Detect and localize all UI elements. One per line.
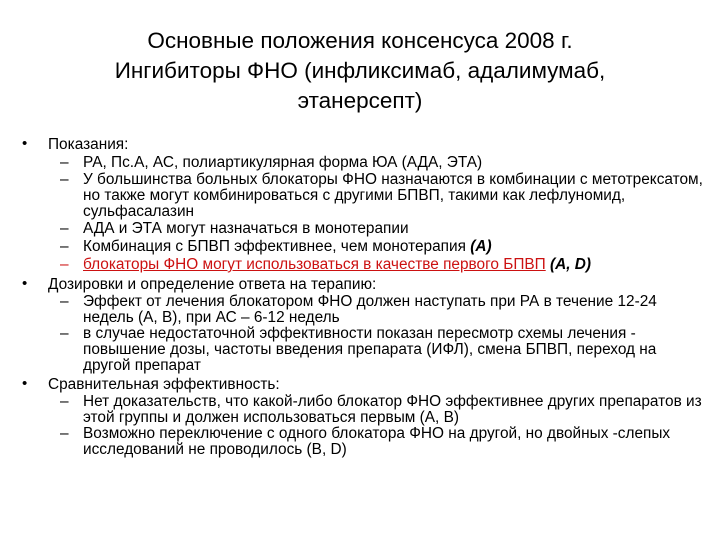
heading-colon: : [275,376,280,393]
dash-marker: – [60,171,69,188]
bullet-marker: • [22,375,28,392]
list-item-comparative-2 [18,426,708,458]
title-line-3: этанерсепт) [297,88,423,113]
item-text: Комбинация с БПВП эффективнее, чем монотерапия [83,238,471,255]
list-item-dosing-2 [18,326,708,374]
section-dosing [18,276,708,294]
dash-marker: – [60,220,69,237]
evidence-level: (A, D) [550,256,592,273]
item-text: Нет доказательств, что какой-либо блокатор ФНО эффективнее других препаратов из этой группы и должен использоваться первым (А, В) [83,393,702,426]
dash-marker: – [60,256,69,273]
section-heading-dosing [48,276,708,294]
title-line-1: Основные положения консенсуса 2008 г. [147,28,573,53]
section-comparative [18,376,708,394]
item-text: РА, Пс.А, АС, полиартикулярная форма ЮА (АДА, ЭТА) [83,154,483,171]
list-item-indications-2 [18,172,708,220]
dash-marker: – [60,425,69,442]
slide-title [60,26,660,116]
dash-marker: – [60,293,69,310]
item-text: Эффект от лечения блокатором ФНО должен наступать при РА в течение 12-24 недель (А, В), при АС – 6-12 недель [83,293,657,326]
bullet-marker: • [22,135,28,152]
list-item-indications-3 [18,220,708,238]
item-text: АДА и ЭТА могут назначаться в монотерапии [83,220,409,237]
dash-marker: – [60,238,69,255]
item-text: в случае недостаточной эффективности показан пересмотр схемы лечения - повышение дозы, частоты введения препарата (ИФЛ), смена БПВП, переход на другой препарат [83,325,657,374]
list-item-indications-1 [18,154,708,172]
section-indications [18,136,708,154]
item-text-highlighted: блокаторы ФНО могут использоваться в качестве первого БПВП [83,256,546,273]
heading-text: Сравнительная эффективность [48,376,276,393]
dash-marker: – [60,154,69,171]
title-line-2: Ингибиторы ФНО (инфликсимаб, адалимумаб, [114,58,606,83]
section-heading-indications [48,136,708,154]
heading-text: Показания [48,136,125,153]
list-item-dosing-1 [18,294,708,326]
heading-colon: : [371,276,377,293]
slide-body [18,134,708,458]
item-text: У большинства больных блокаторы ФНО назначаются в комбинации с метотрексатом, но также могут комбинироваться с другими БПВП, такими как лефлуномид, сульфасалазин [83,171,703,220]
item-text: Возможно переключение с одного блокатора ФНО на другой, но двойных -слепых исследований не проводилось (В, D) [83,425,671,458]
evidence-level: (А) [470,238,492,255]
bullet-marker: • [22,275,28,292]
list-item-indications-5 [18,256,708,274]
heading-colon: : [124,136,129,153]
list-item-indications-4 [18,238,708,256]
dash-marker: – [60,325,69,342]
section-heading-comparative [48,376,708,394]
list-item-comparative-1 [18,394,708,426]
heading-text: Дозировки и определение ответа на терапию [48,276,372,293]
dash-marker: – [60,393,69,410]
